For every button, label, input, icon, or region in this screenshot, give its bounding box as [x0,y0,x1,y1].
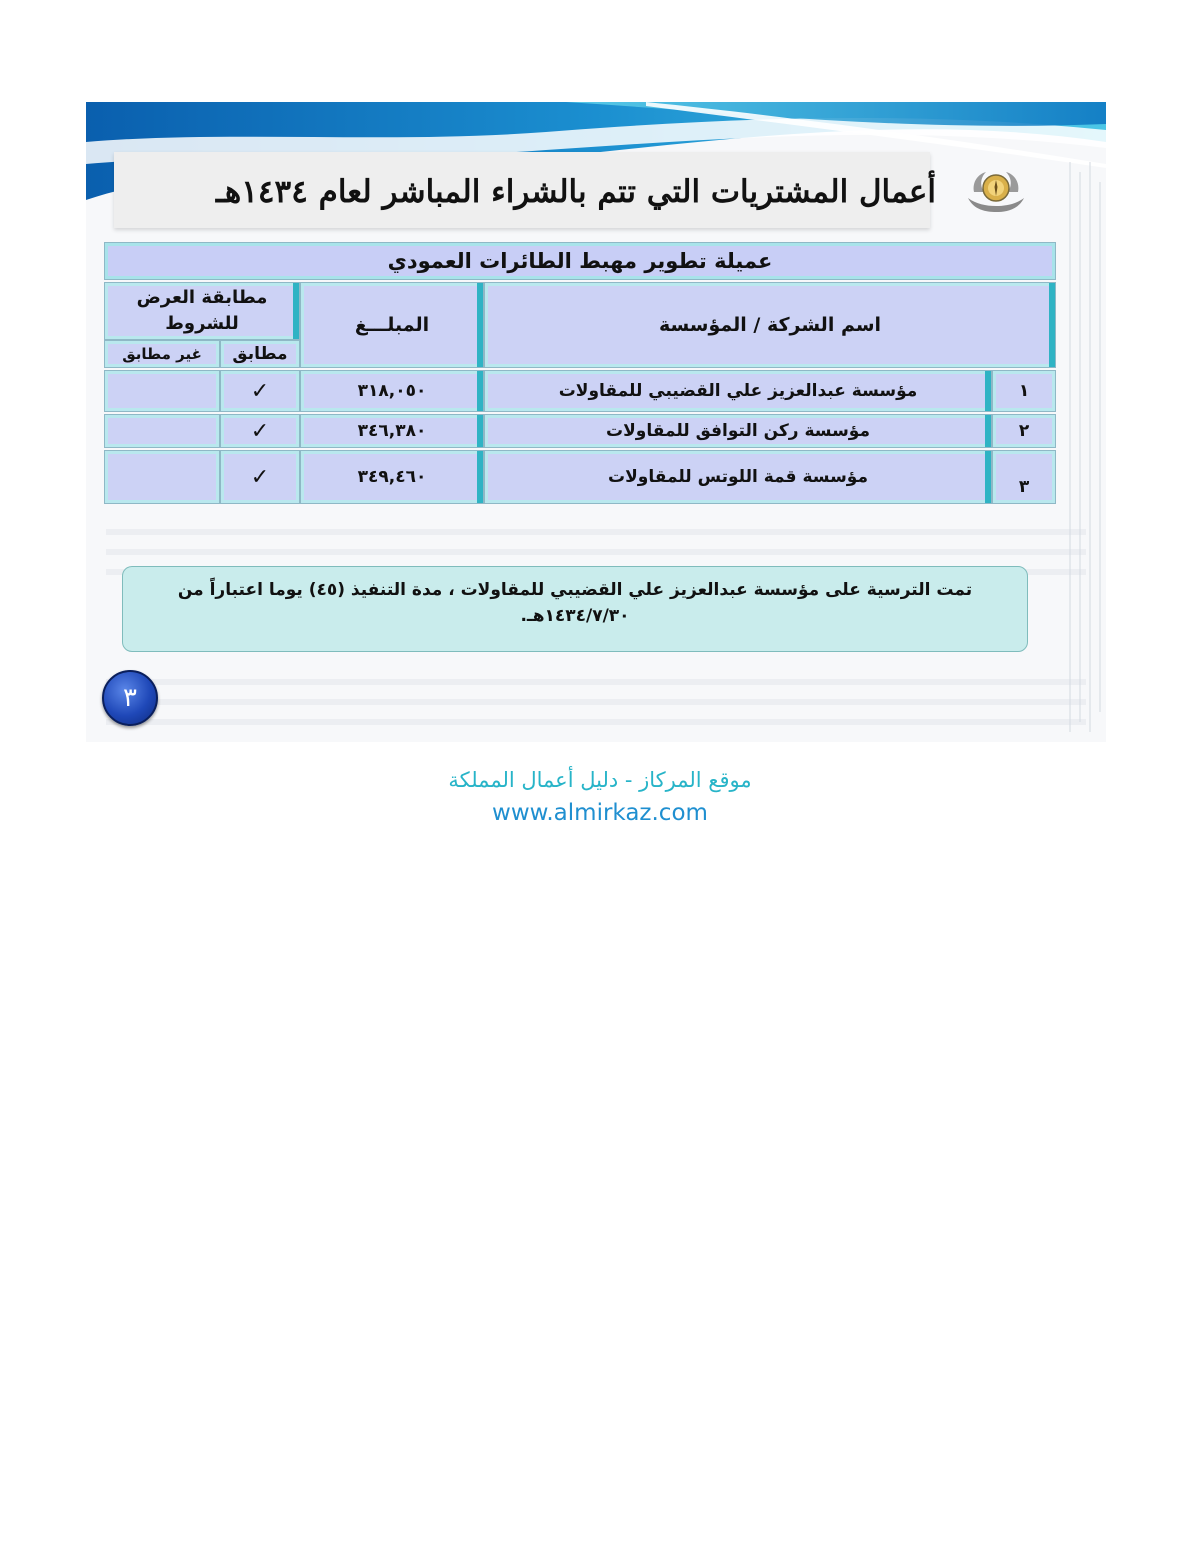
header-conformity: مطابقة العرض للشروط [104,282,300,340]
row-3-company: مؤسسة قمة اللوتس للمقاولات [484,450,992,504]
row-1-number: ١ [992,370,1056,412]
row-1-amount: ٣١٨,٠٥٠ [300,370,484,412]
page-number-badge: ٣ [102,670,158,726]
row-2-amount: ٣٤٦,٣٨٠ [300,414,484,448]
row-2-match: ✓ [220,414,300,448]
footer-site-name: موقع المركاز - دليل أعمال المملكة [448,768,752,792]
row-3-match: ✓ [220,450,300,504]
award-note: تمت الترسية على مؤسسة عبدالعزيز علي القضيبي للمقاولات ، مدة التنفيذ (٤٥) يوما اعتباراً من ١٤٣٤/٧/٣٠هـ. [122,566,1028,652]
row-2-company: مؤسسة ركن التوافق للمقاولات [484,414,992,448]
slide [86,102,1106,742]
row-3-nomatch [104,450,220,504]
page-title: أعمال المشتريات التي تتم بالشراء المباشر لعام ١٤٣٤هـ [215,174,936,210]
row-3-amount: ٣٤٩,٤٦٠ [300,450,484,504]
table-caption: عميلة تطوير مهبط الطائرات العمودي [104,242,1056,280]
emblem-icon [964,168,1028,214]
row-3-number: ٣ [992,450,1056,504]
header-nomatch: غير مطابق [104,340,220,368]
row-1-company: مؤسسة عبدالعزيز علي القضيبي للمقاولات [484,370,992,412]
row-2-nomatch [104,414,220,448]
header-amount: المبلـــغ [300,282,484,368]
row-1-nomatch [104,370,220,412]
row-1-match: ✓ [220,370,300,412]
row-2-number: ٢ [992,414,1056,448]
header-company-name: اسم الشركة / المؤسسة [484,282,1056,368]
side-pattern [1064,152,1106,742]
footer-url[interactable]: www.almirkaz.com [492,800,708,826]
header-match: مطابق [220,340,300,368]
